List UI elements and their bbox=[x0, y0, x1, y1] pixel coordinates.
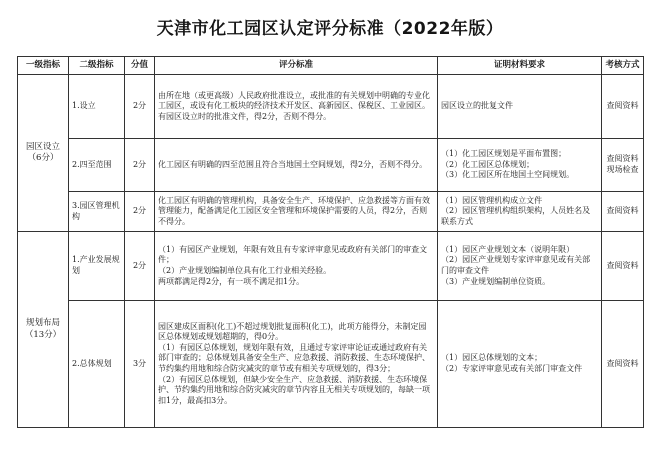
table-row bbox=[18, 192, 644, 232]
evidence-cell: 园区设立的批复文件 bbox=[438, 75, 602, 139]
criteria-cell: 园区建成区面积(化工)不超过规划批复面积(化工)，此项方能得分，未制定园区总体规划或规划超期的，得0分。 （1）有园区总体规划，规划年限有效，且通过专家评审论证或通过政府有关部门审查的；总体规划具备安全生产、应急救援、消防救援、生态环境保护、节约集约用地和综合防灾减灾的章节或有相关专项规划的，得3分； （2）有园区总体规划，但缺少安全生产、应急救援、消防救援、生态环境保护、节约集约用地和综合防灾减灾的章节内容且无相关专项规划的，每缺一项扣1分，最高扣3分。 bbox=[155, 301, 438, 428]
evidence-cell: （1）园区产业规划文本（说明年限） （2）园区产业规划专家评审意见或有关部门的审查文件 （3）产业规划编制单位资质。 bbox=[438, 232, 602, 301]
table-row bbox=[18, 301, 644, 428]
level2-cell: 3.园区管理机构 bbox=[69, 192, 125, 232]
method-cell: 查阅资料 bbox=[602, 192, 644, 232]
method-cell: 查阅资料 bbox=[602, 232, 644, 301]
level2-cell: 1.设立 bbox=[69, 75, 125, 139]
header-criteria: 评分标准 bbox=[155, 57, 438, 75]
table-row bbox=[18, 75, 644, 139]
criteria-cell: 化工园区有明确的四至范围且符合当地国土空间规划，得2分，否则不得分。 bbox=[155, 139, 438, 192]
table-row bbox=[18, 232, 644, 301]
header-evidence: 证明材料要求 bbox=[438, 57, 602, 75]
level2-cell: 2.总体规划 bbox=[69, 301, 125, 428]
score-cell: 2分 bbox=[125, 139, 155, 192]
method-cell: 查阅资料 bbox=[602, 75, 644, 139]
score-cell: 3分 bbox=[125, 301, 155, 428]
score-cell: 2分 bbox=[125, 192, 155, 232]
method-cell: 查阅资料 现场检查 bbox=[602, 139, 644, 192]
header-level1: 一级指标 bbox=[18, 57, 69, 75]
table-row bbox=[18, 139, 644, 192]
criteria-cell: （1）有园区产业规划，年限有效且有专家评审意见或政府有关部门的审查文件； （2）产业规划编制单位具有化工行业相关经验。 两项都满足得2分，有一项不满足扣1分。 bbox=[155, 232, 438, 301]
score-cell: 2分 bbox=[125, 232, 155, 301]
method-cell: 查阅资料 bbox=[602, 301, 644, 428]
document-title: 天津市化工园区认定评分标准（2022年版） bbox=[156, 19, 504, 39]
scoring-table bbox=[17, 56, 644, 428]
criteria-cell: 化工园区有明确的管理机构，具备安全生产、环境保护、应急救援等方面有效管理能力，配备满足化工园区安全管理和环境保护需要的人员，得2分，否则不得分。 bbox=[155, 192, 438, 232]
evidence-cell: （1）园区管理机构成立文件 （2）园区管理机构组织架构，人员姓名及联系方式 bbox=[438, 192, 602, 232]
level1-cell: 规划布局 （13分） bbox=[18, 232, 69, 428]
evidence-cell: （1）园区总体规划的文本； （2）专家评审意见或有关部门审查文件 bbox=[438, 301, 602, 428]
score-cell: 2分 bbox=[125, 75, 155, 139]
header-method: 考核方式 bbox=[602, 57, 644, 75]
header-score: 分值 bbox=[125, 57, 155, 75]
level2-cell: 2.四至范围 bbox=[69, 139, 125, 192]
evidence-cell: （1）化工园区规划是平面布置图； （2）化工园区总体规划； （3）化工园区所在地国土空间规划。 bbox=[438, 139, 602, 192]
level1-cell: 园区设立 （6分） bbox=[18, 75, 69, 232]
header-level2: 二级指标 bbox=[69, 57, 125, 75]
table-header-row bbox=[18, 57, 644, 75]
criteria-cell: 由所在地（或更高级）人民政府批准设立，或批准的有关规划中明确的专业化工园区，或设有化工板块的经济技术开发区、高新园区、保税区、工业园区。 有园区设立时的批准文件，得2分，否则不得分。 bbox=[155, 75, 438, 139]
level2-cell: 1.产业发展规划 bbox=[69, 232, 125, 301]
